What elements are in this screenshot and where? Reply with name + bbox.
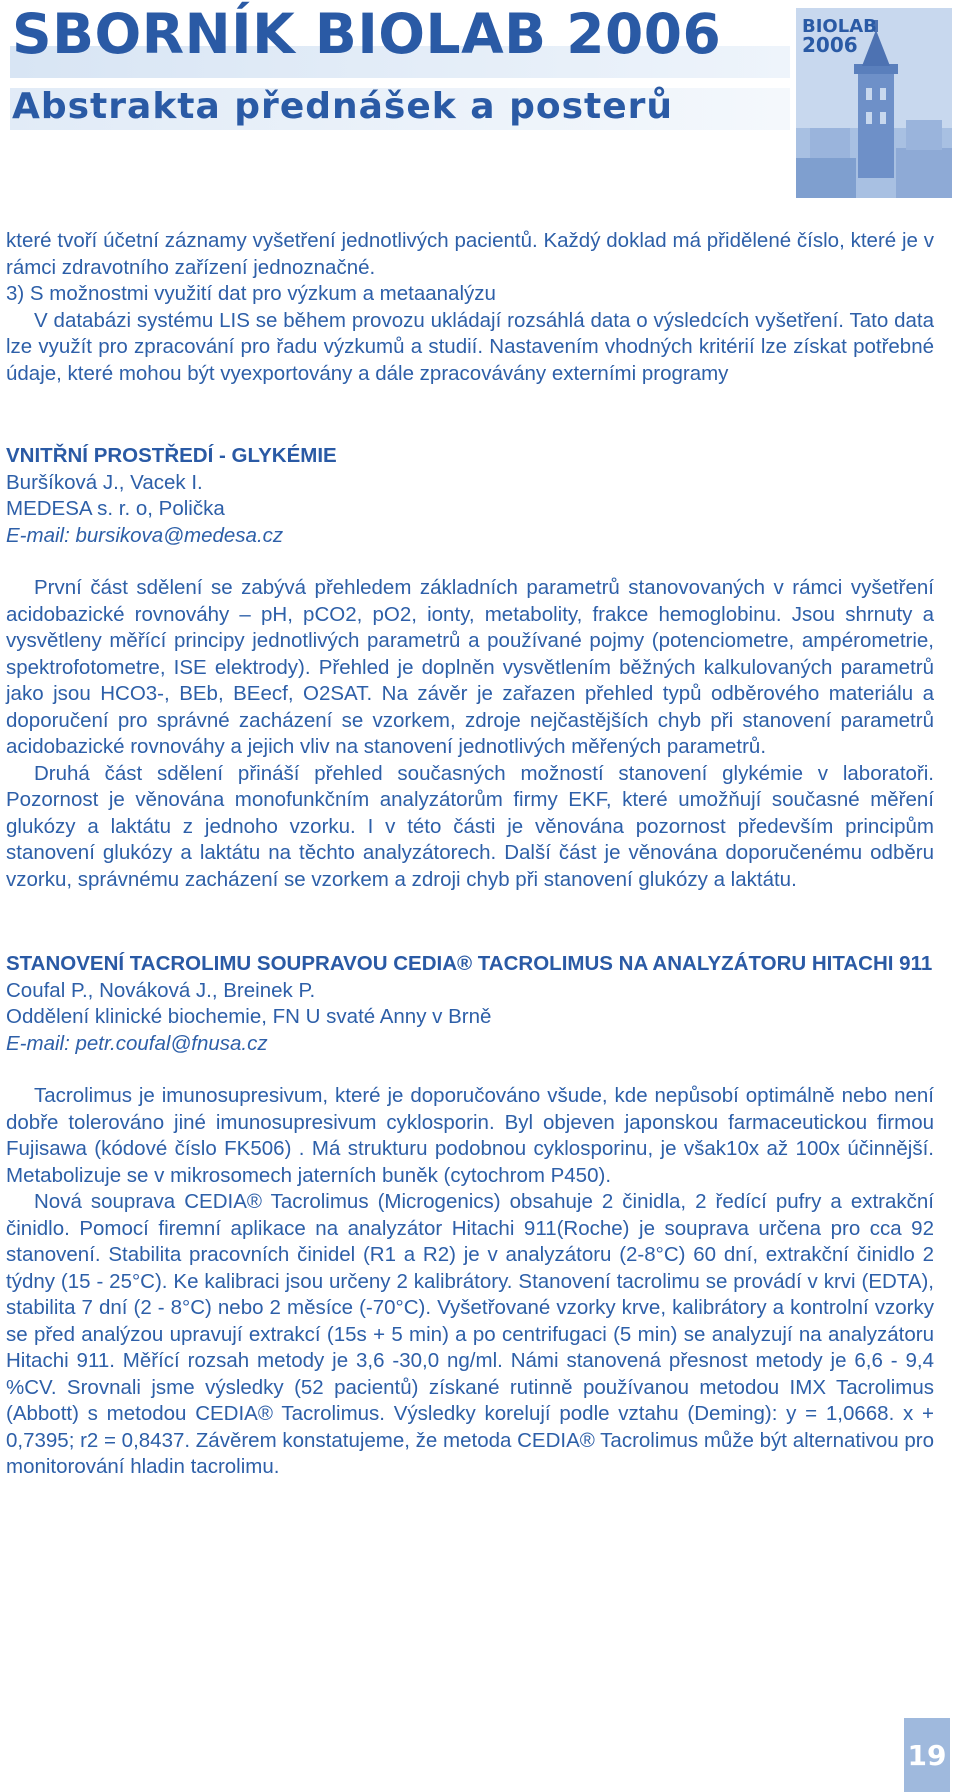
abstract1-paragraph-1: První část sdělení se zabývá přehledem základních parametrů stanovovaných v rámci vyšetření acidobazické rovnováhy – pH, pCO2, pO2, ionty, metabolity, frakce hemoglobinu. Jsou shrnuty a vysvětleny měřící principy jednotlivých parametrů a používané pojmy (potenciometre, ampérometrie, spektrofotometre, ISE elektrody). Přehled je doplněn vysvětlením běžných kalkulovaných parametrů jako jsou HCO3-, BEb, BEecf, O2SAT. Na závěr je zařazen přehled typů odběrového materiálu a doporučení pro správné zacházení se vzorkem, zdroje nejčastějších chyb při stanovení parametrů acidobazické rovnováhy a jejich vliv na stanovení jednotlivých měřených parametrů.: [6, 576, 934, 758]
abstract2-affiliation: Oddělení klinické biochemie, FN U svaté Anny v Brně: [6, 1005, 492, 1028]
castle-tower-icon: [796, 8, 952, 198]
page-number: 19: [904, 1718, 950, 1792]
journal-subtitle: Abstrakta přednášek a posterů: [12, 86, 674, 127]
abstract2-title: STANOVENÍ TACROLIMU SOUPRAVOU CEDIA® TACROLIMUS NA ANALYZÁTORU HITACHI 911: [6, 952, 933, 975]
abstract2-email: E-mail: petr.coufal@fnusa.cz: [6, 1031, 268, 1055]
abstract1-affiliation: MEDESA s. r. o, Polička: [6, 497, 225, 520]
logo-text-year: 2006: [802, 33, 858, 57]
page-header: [0, 0, 960, 200]
item-3-body: V databázi systému LIS se během provozu ukládají rozsáhlá data o výsledcích vyšetření. Tato data lze využít pro zpracování pro řadu výzkumů a studií. Nastavením vhodných kritérií lze získat potřebné údaje, které mohou být vyexportovány a dále zpracovávány externími programy: [6, 308, 934, 385]
abstract1-email: E-mail: bursikova@medesa.cz: [6, 523, 284, 547]
article-body: [6, 228, 934, 1481]
logo-text-biolab: BIOLAB: [802, 16, 877, 37]
abstract1-paragraph-2: Druhá část sdělení přináší přehled současných možností stanovení glykémie v laboratoři. Pozornost je věnována monofunkčním analyzátorům firmy EKF, které umožňují současné měření glukózy a laktátu z jednoho vzorku. I v této části je věnována pozornost především principům stanovení glukózy a laktátu na těchto analyzátorech. Další část je věnována doporučenému odběru vzorku, správnému zacházení se vzorkem a zdroji chyb při stanovení glukózy a laktátu.: [6, 761, 934, 891]
item-3-heading: 3) S možnostmi využití dat pro výzkum a metaanalýzu: [6, 282, 496, 305]
abstract1-authors: Buršíková J., Vacek I.: [6, 470, 203, 494]
abstract1-title: VNITŘNÍ PROSTŘEDÍ - GLYKÉMIE: [6, 444, 337, 467]
abstract2-authors: Coufal P., Nováková J., Breinek P.: [6, 978, 316, 1002]
abstract2-paragraph-1: Tacrolimus je imunosupresivum, které je doporučováno všude, kde nepůsobí optimálně nebo není dobře tolerováno jiné imunosupresivum cyklosporin. Byl objeven japonskou farmaceutickou firmou Fujisawa (kódové číslo FK506) . Má strukturu podobnou cyklosporinu, je však10x až 100x účinnější. Metabolizuje se v mikrosomech jaterních buněk (cytochrom P450).: [6, 1084, 934, 1187]
journal-title: SBORNÍK BIOLAB 2006: [12, 2, 722, 66]
biolab-logo: [796, 8, 952, 198]
intro-paragraph: které tvoří účetní záznamy vyšetření jednotlivých pacientů. Každý doklad má přidělené číslo, které je v rámci zdravotního zařízení jednoznačné.: [6, 229, 934, 279]
abstract2-paragraph-2: Nová souprava CEDIA® Tacrolimus (Microgenics) obsahuje 2 činidla, 2 ředící pufry a extrakční činidlo. Pomocí firemní aplikace na analyzátor Hitachi 911(Roche) je souprava určena pro cca 92 stanovení. Stabilita pracovních činidel (R1 a R2) je v analyzátoru (2-8°C) 60 dní, extrakční činidlo 2 týdny (15 - 25°C). Ke kalibraci jsou určeny 2 kalibrátory. Stanovení tacrolimu se provádí v krvi (EDTA), stabilita 7 dní (2 - 8°C) nebo 2 měsíce (-70°C). Vyšetřované vzorky krve, kalibrátory a kontrolní vzorky se před analýzou upravují extrakcí (15s + 5 min) a po centrifugaci (5 min) se analyzují na analyzátoru Hitachi 911. Měřící rozsah metody je 3,6 -30,0 ng/ml. Námi stanovená přesnost metody je 6,6 - 9,4 %CV. Srovnali jsme výsledky (52 pacientů) získané rutinně používanou metodou IMX Tacrolimus (Abbott) s metodou CEDIA® Tacrolimus. Výsledky korelují podle vztahu (Deming): y = 1,0668. x + 0,7395; r2 = 0,8437. Závěrem konstatujeme, že metoda CEDIA® Tacrolimus může být alternativou pro monitorování hladin tacrolimu.: [6, 1190, 935, 1478]
